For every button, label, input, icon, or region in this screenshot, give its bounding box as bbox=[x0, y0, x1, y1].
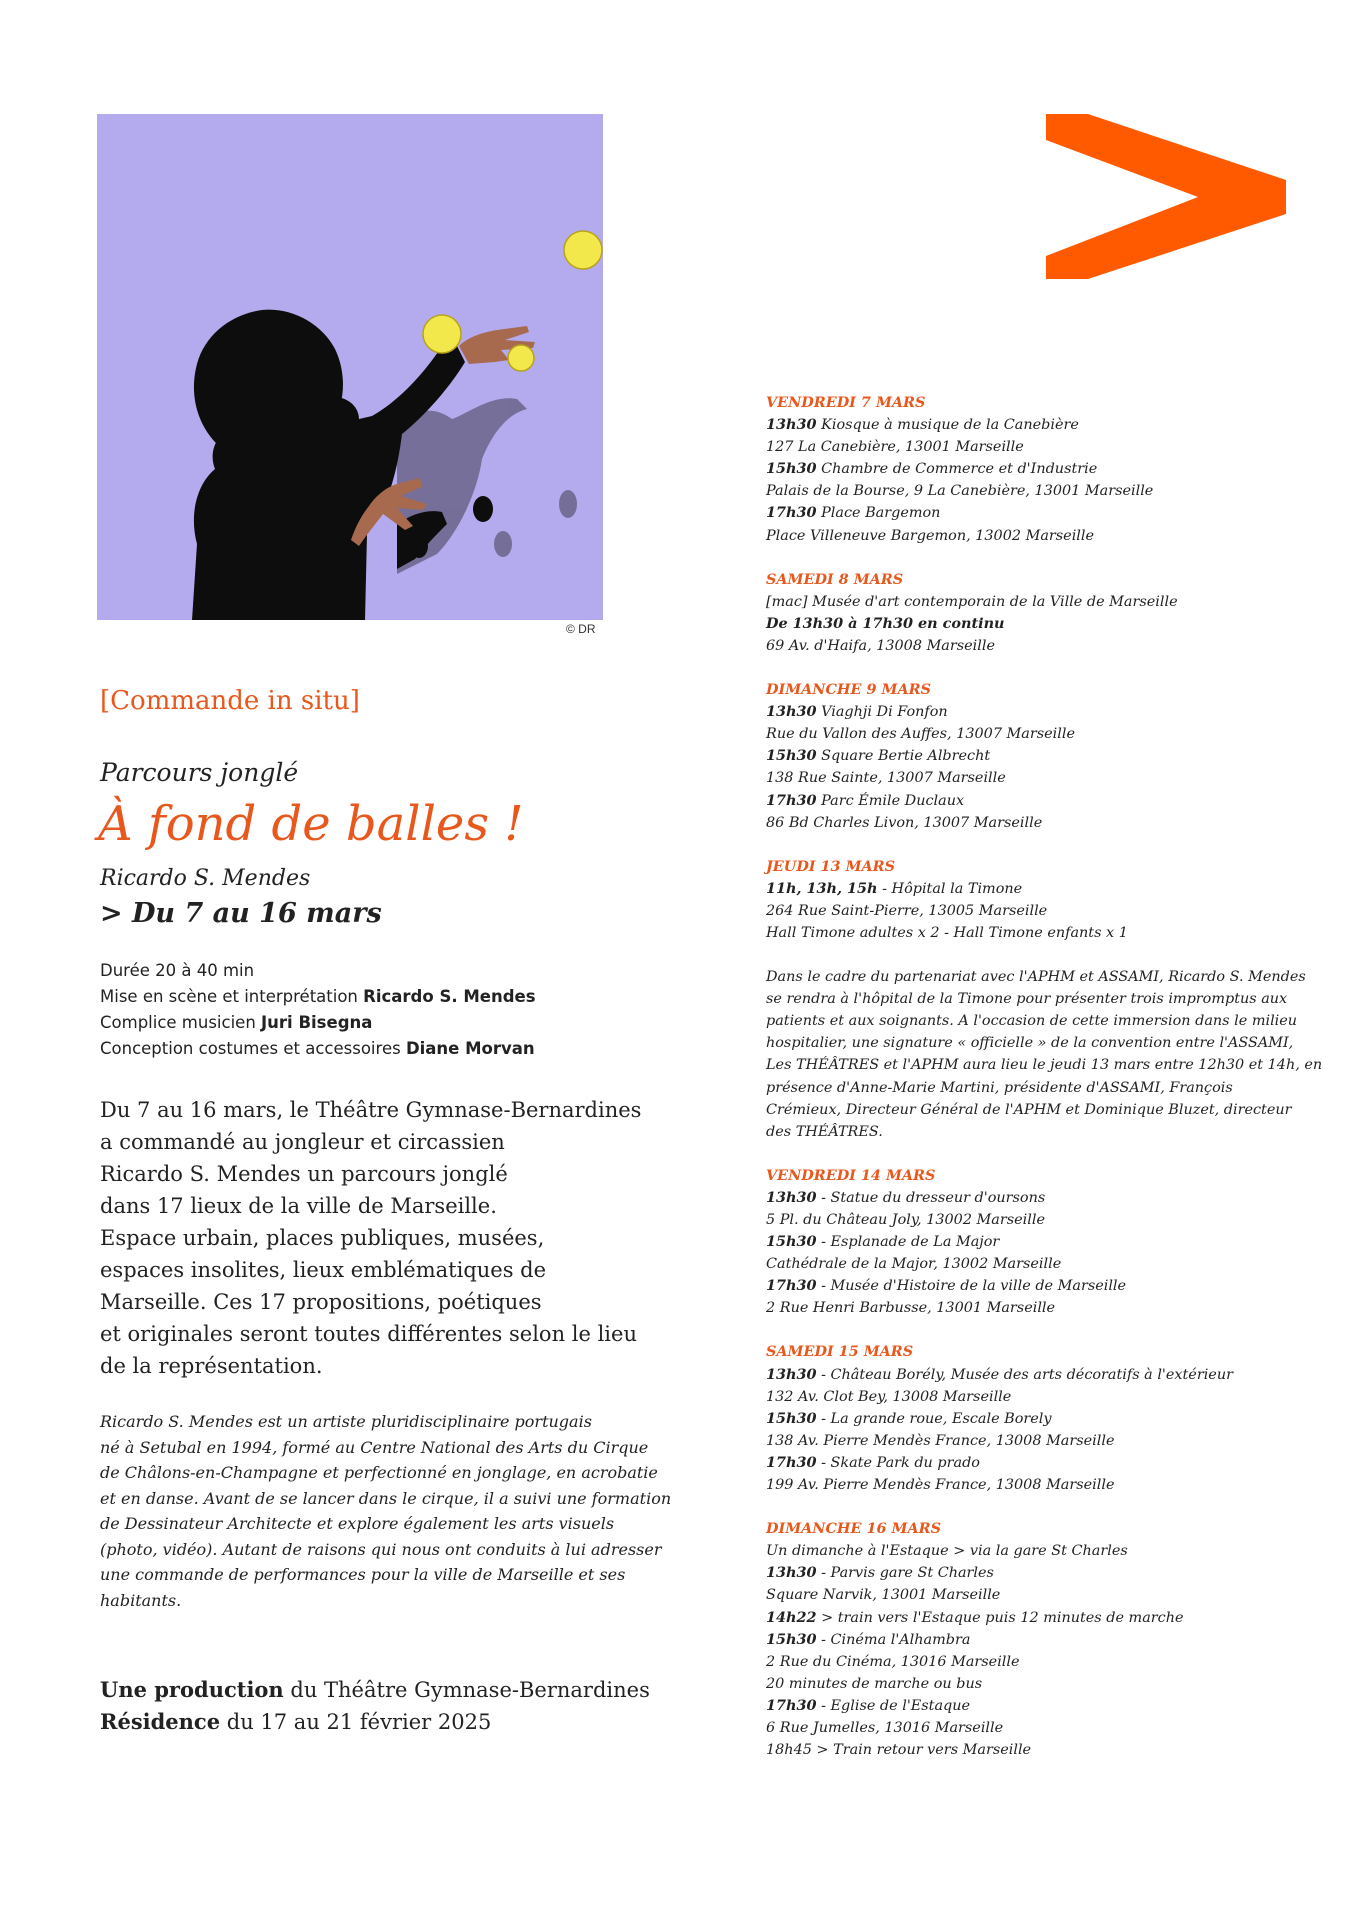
schedule-time: 15h30 bbox=[766, 747, 817, 765]
schedule-time: 17h30 bbox=[766, 1277, 817, 1295]
schedule-line bbox=[766, 635, 1326, 657]
schedule-line bbox=[766, 436, 1326, 458]
residence-line: Résidence du 17 au 21 février 2025 bbox=[100, 1709, 492, 1734]
bio-line: et en danse. Avant de se lancer dans le cirque, il a suivi une formation bbox=[100, 1488, 672, 1508]
intro-line: Marseille. Ces 17 propositions, poétiques bbox=[100, 1290, 542, 1314]
schedule-text: 264 Rue Saint-Pierre, 13005 Marseille bbox=[766, 902, 1048, 919]
schedule-text: - Esplanade de La Major bbox=[816, 1234, 1000, 1251]
schedule-line bbox=[766, 1540, 1326, 1562]
schedule-text: > train vers l'Estaque puis 12 minutes de marche bbox=[816, 1609, 1184, 1626]
schedule-text: 2 Rue Henri Barbusse, 13001 Marseille bbox=[766, 1300, 1056, 1317]
note-line: patients et aux soignants. A l'occasion de cette immersion dans le milieu bbox=[766, 1013, 1298, 1030]
schedule-text: - Château Borély, Musée des arts décoratifs à l'extérieur bbox=[816, 1366, 1233, 1383]
schedule-text: 2 Rue du Cinéma, 13016 Marseille bbox=[766, 1653, 1020, 1670]
schedule-time: 14h22 bbox=[766, 1608, 817, 1626]
subtitle: Parcours jonglé bbox=[100, 758, 299, 787]
juggler-silhouette-illustration bbox=[97, 114, 603, 620]
schedule-line bbox=[766, 1231, 1326, 1253]
page-title: À fond de balles ! bbox=[98, 796, 524, 852]
note-line: Les THÉÂTRES et l'APHM aura lieu le jeudi 13 mars entre 12h30 et 14h, en bbox=[766, 1057, 1323, 1074]
schedule-line bbox=[766, 414, 1326, 436]
schedule-line bbox=[766, 1695, 1326, 1717]
schedule-time: De 13h30 à 17h30 en continu bbox=[766, 614, 1005, 632]
schedule-time: 15h30 bbox=[766, 460, 817, 478]
intro-line: Ricardo S. Mendes un parcours jonglé bbox=[100, 1162, 508, 1186]
intro-line: espaces insolites, lieux emblématiques de bbox=[100, 1258, 547, 1282]
schedule-time: 13h30 bbox=[766, 703, 817, 721]
bio-line: Ricardo S. Mendes est un artiste pluridisciplinaire portugais bbox=[100, 1412, 592, 1431]
production-line: Une production du Théâtre Gymnase-Bernardines bbox=[100, 1677, 650, 1702]
schedule-day bbox=[766, 569, 1326, 657]
schedule-line bbox=[766, 1452, 1326, 1474]
schedule-line bbox=[766, 1673, 1326, 1695]
intro-line: Du 7 au 16 mars, le Théâtre Gymnase-Bernardines bbox=[100, 1098, 642, 1122]
schedule-line bbox=[766, 591, 1326, 613]
schedule-line bbox=[766, 458, 1326, 480]
schedule-time: 15h30 bbox=[766, 1233, 817, 1251]
bio-line: habitants. bbox=[100, 1590, 182, 1610]
schedule-line bbox=[766, 1386, 1326, 1408]
schedule-text: Place Bargemon bbox=[816, 505, 941, 522]
intro-line: a commandé au jongleur et circassien bbox=[100, 1130, 505, 1154]
schedule-text: 20 minutes de marche ou bus bbox=[766, 1675, 983, 1692]
day-title: VENDREDI 14 MARS bbox=[766, 1166, 936, 1184]
schedule-line bbox=[766, 480, 1326, 502]
arrow-icon bbox=[1046, 114, 1286, 279]
schedule-text: 199 Av. Pierre Mendès France, 13008 Marseille bbox=[766, 1477, 1115, 1494]
schedule-text: 127 La Canebière, 13001 Marseille bbox=[766, 439, 1024, 456]
section-label: [Commande in situ] bbox=[100, 686, 360, 716]
schedule-text: - Eglise de l'Estaque bbox=[816, 1697, 971, 1714]
schedule-line bbox=[766, 613, 1326, 635]
credit-line: Complice musicien Juri Bisegna bbox=[100, 1013, 373, 1032]
schedule bbox=[766, 392, 1326, 1783]
partnership-note bbox=[766, 966, 1326, 1143]
schedule-day bbox=[766, 1518, 1326, 1761]
day-title: DIMANCHE 9 MARS bbox=[766, 681, 931, 699]
schedule-text: Palais de la Bourse, 9 La Canebière, 13001 Marseille bbox=[766, 483, 1154, 500]
bio-line: né à Setubal en 1994, formé au Centre National des Arts du Cirque bbox=[100, 1437, 649, 1457]
bio-line: (photo, vidéo). Autant de raisons qui nous ont conduits à lui adresser bbox=[100, 1539, 662, 1559]
bio-line: de Dessinateur Architecte et explore également les arts visuels bbox=[100, 1514, 615, 1533]
schedule-line bbox=[766, 767, 1326, 789]
schedule-text: 69 Av. d'Haifa, 13008 Marseille bbox=[766, 637, 995, 654]
bio-line: une commande de performances pour la ville de Marseille et ses bbox=[100, 1565, 626, 1584]
intro-line: de la représentation. bbox=[100, 1354, 323, 1378]
schedule-line bbox=[766, 1717, 1326, 1739]
day-title: SAMEDI 8 MARS bbox=[766, 570, 904, 588]
note-line: des THÉÂTRES. bbox=[766, 1123, 883, 1140]
schedule-line bbox=[766, 900, 1326, 922]
intro-line: dans 17 lieux de la ville de Marseille. bbox=[100, 1194, 497, 1218]
schedule-text: - Hôpital la Timone bbox=[877, 880, 1023, 897]
credits-list bbox=[100, 958, 536, 1062]
schedule-line bbox=[766, 1253, 1326, 1275]
credit-line: Mise en scène et interprétation Ricardo S. Mendes bbox=[100, 987, 536, 1006]
schedule-line bbox=[766, 1297, 1326, 1319]
note-line: présence d'Anne-Marie Martini, présidente d'ASSAMI, François bbox=[766, 1079, 1233, 1096]
schedule-line bbox=[766, 723, 1326, 745]
schedule-text: [mac] Musée d'art contemporain de la Ville de Marseille bbox=[766, 593, 1178, 610]
schedule-time: 15h30 bbox=[766, 1630, 817, 1648]
schedule-text: - Cinéma l'Alhambra bbox=[816, 1631, 971, 1648]
schedule-text: Place Villeneuve Bargemon, 13002 Marseille bbox=[766, 527, 1095, 544]
schedule-line bbox=[766, 1364, 1326, 1386]
schedule-text: - Skate Park du prado bbox=[816, 1454, 980, 1471]
note-line: hospitalier, une signature « officielle » de la convention entre l'ASSAMI, bbox=[766, 1035, 1294, 1052]
schedule-text: Rue du Vallon des Auffes, 13007 Marseille bbox=[766, 726, 1075, 743]
day-title: DIMANCHE 16 MARS bbox=[766, 1520, 941, 1538]
day-title: VENDREDI 7 MARS bbox=[766, 394, 926, 411]
schedule-line bbox=[766, 701, 1326, 723]
schedule-text: 138 Rue Sainte, 13007 Marseille bbox=[766, 770, 1006, 787]
schedule-time: 17h30 bbox=[766, 504, 817, 522]
schedule-text: Square Bertie Albrecht bbox=[816, 748, 991, 765]
schedule-text: - Parvis gare St Charles bbox=[816, 1565, 994, 1582]
schedule-text: Hall Timone adultes x 2 - Hall Timone enfants x 1 bbox=[766, 924, 1128, 941]
schedule-text: 5 Pl. du Château Joly, 13002 Marseille bbox=[766, 1212, 1045, 1228]
schedule-time: 15h30 bbox=[766, 1409, 817, 1427]
schedule-line bbox=[766, 745, 1326, 767]
schedule-text: Cathédrale de la Major, 13002 Marseille bbox=[766, 1256, 1062, 1273]
schedule-text: 132 Av. Clot Bey, 13008 Marseille bbox=[766, 1388, 1012, 1405]
schedule-line bbox=[766, 1739, 1326, 1761]
schedule-day bbox=[766, 392, 1326, 547]
schedule-day bbox=[766, 1341, 1326, 1496]
schedule-time: 13h30 bbox=[766, 1365, 817, 1383]
note-line: Dans le cadre du partenariat avec l'APHM et ASSAMI, Ricardo S. Mendes bbox=[766, 969, 1306, 986]
schedule-time: 11h, 13h, 15h bbox=[766, 879, 878, 897]
schedule-line bbox=[766, 1187, 1326, 1209]
schedule-text: - La grande roue, Escale Borely bbox=[816, 1410, 1052, 1427]
note-line: Crémieux, Directeur Général de l'APHM et Dominique Bluzet, directeur bbox=[766, 1101, 1292, 1118]
schedule-text: 18h45 > Train retour vers Marseille bbox=[766, 1742, 1032, 1759]
schedule-line bbox=[766, 1209, 1326, 1231]
photo-credit: © DR bbox=[566, 622, 596, 636]
chevron-arrow-logo bbox=[1046, 114, 1286, 279]
credit-line: Durée 20 à 40 min bbox=[100, 961, 255, 980]
schedule-time: 13h30 bbox=[766, 1188, 817, 1206]
schedule-line bbox=[766, 502, 1326, 524]
schedule-text: - Statue du dresseur d'oursons bbox=[816, 1189, 1046, 1206]
schedule-line bbox=[766, 1430, 1326, 1452]
schedule-text: Parc Émile Duclaux bbox=[816, 792, 965, 809]
day-title: JEUDI 13 MARS bbox=[766, 857, 896, 875]
artist-name: Ricardo S. Mendes bbox=[100, 866, 311, 891]
schedule-line bbox=[766, 1474, 1326, 1496]
schedule-day bbox=[766, 1165, 1326, 1320]
schedule-text: 6 Rue Jumelles, 13016 Marseille bbox=[766, 1719, 1004, 1736]
intro-paragraph bbox=[100, 1094, 640, 1382]
schedule-day bbox=[766, 856, 1326, 944]
schedule-time: 13h30 bbox=[766, 416, 817, 434]
juggler-photo bbox=[97, 114, 603, 620]
schedule-time: 17h30 bbox=[766, 1696, 817, 1714]
schedule-line bbox=[766, 1629, 1326, 1651]
credit-line: Conception costumes et accessoires Diane Morvan bbox=[100, 1039, 535, 1058]
schedule-line bbox=[766, 1607, 1326, 1629]
schedule-text: 86 Bd Charles Livon, 13007 Marseille bbox=[766, 814, 1043, 831]
schedule-text: Un dimanche à l'Estaque > via la gare St Charles bbox=[766, 1543, 1128, 1560]
note-line: se rendra à l'hôpital de la Timone pour présenter trois impromptus aux bbox=[766, 991, 1288, 1008]
schedule-line bbox=[766, 878, 1326, 900]
schedule-text: Chambre de Commerce et d'Industrie bbox=[816, 461, 1098, 478]
schedule-text: Kiosque à musique de la Canebière bbox=[816, 417, 1079, 434]
schedule-line bbox=[766, 1562, 1326, 1584]
schedule-line bbox=[766, 812, 1326, 834]
intro-line: Espace urbain, places publiques, musées, bbox=[100, 1226, 545, 1250]
schedule-text: 138 Av. Pierre Mendès France, 13008 Marseille bbox=[766, 1432, 1115, 1449]
schedule-line bbox=[766, 1651, 1326, 1673]
schedule-line bbox=[766, 790, 1326, 812]
schedule-text: - Musée d'Histoire de la ville de Marseille bbox=[816, 1278, 1127, 1295]
schedule-time: 17h30 bbox=[766, 791, 817, 809]
schedule-line bbox=[766, 525, 1326, 547]
schedule-line bbox=[766, 1408, 1326, 1430]
production-info bbox=[100, 1674, 650, 1738]
schedule-line bbox=[766, 1584, 1326, 1606]
event-dates: > Du 7 au 16 mars bbox=[100, 898, 382, 929]
intro-line: et originales seront toutes différentes selon le lieu bbox=[100, 1322, 637, 1346]
schedule-line bbox=[766, 1275, 1326, 1297]
schedule-time: 17h30 bbox=[766, 1453, 817, 1471]
schedule-text: Square Narvik, 13001 Marseille bbox=[766, 1587, 1001, 1604]
schedule-day bbox=[766, 679, 1326, 834]
bio-paragraph bbox=[100, 1409, 680, 1613]
schedule-time: 13h30 bbox=[766, 1564, 817, 1582]
bio-line: de Châlons-en-Champagne et perfectionné en jonglage, en acrobatie bbox=[100, 1463, 658, 1482]
schedule-line bbox=[766, 922, 1326, 944]
schedule-text: Viaghji Di Fonfon bbox=[816, 704, 948, 721]
day-title: SAMEDI 15 MARS bbox=[766, 1343, 914, 1361]
